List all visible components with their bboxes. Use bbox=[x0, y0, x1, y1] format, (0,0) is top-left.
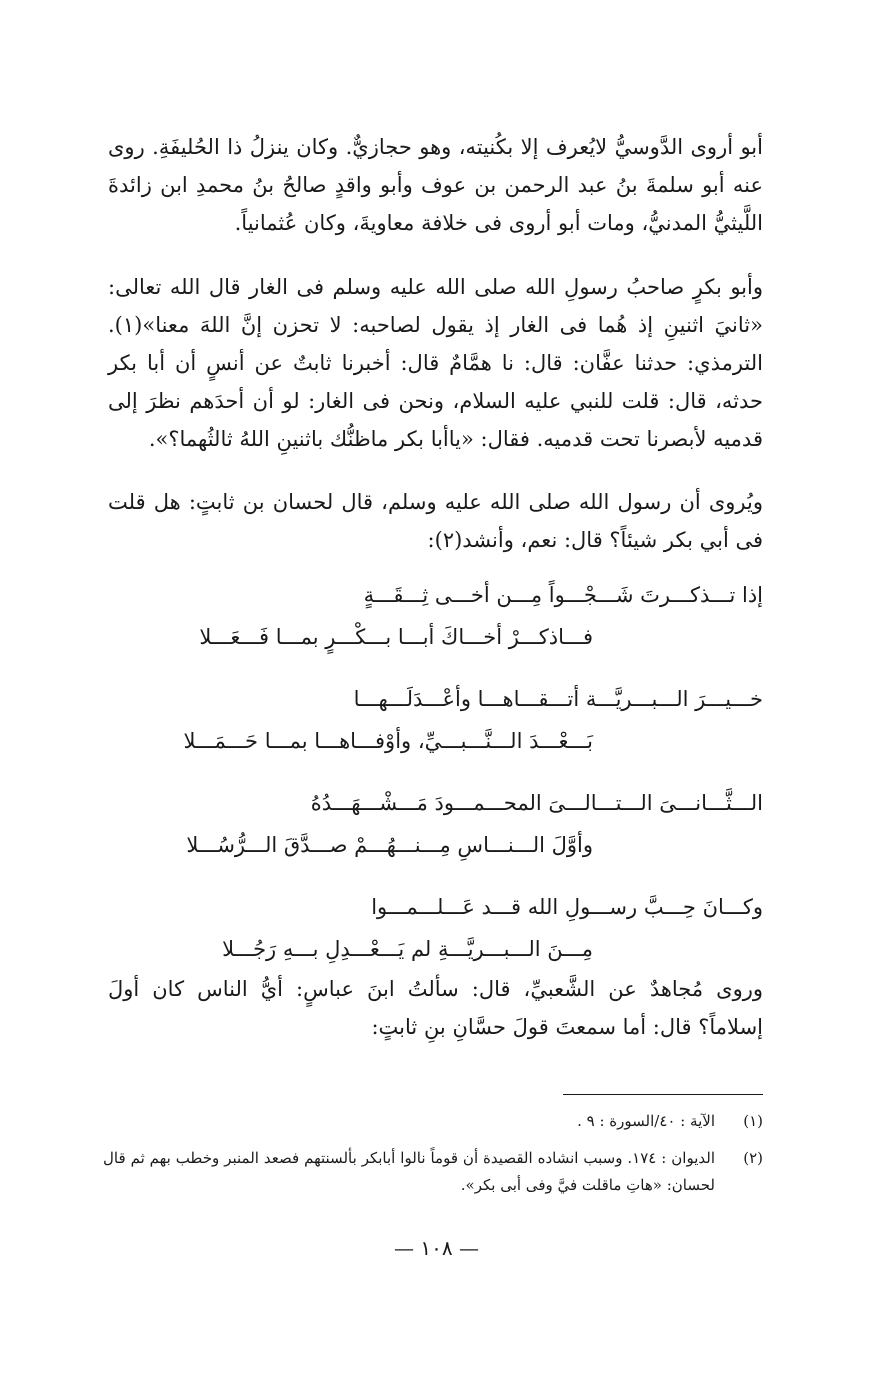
verse-first-hemistich: وكـــانَ حِـــبَّ رســـولِ الله قـــد عَـــلـــمـــوا bbox=[371, 895, 763, 919]
paragraph-text: ويُروى أن رسول الله صلى الله عليه وسلم، قال لحسان بن ثابتٍ: هل قلت فى أبي بكر شيئاً؟ قال: نعم، وأنشد(٢): bbox=[108, 490, 763, 552]
poem-stanza bbox=[108, 782, 763, 866]
verse-second-hemistich: وأوَّلَ الـــنـــاسِ مِـــنـــهُـــمْ صـــدَّقَ الـــرُّسُـــلا bbox=[186, 833, 593, 857]
footnote-number: (١) bbox=[743, 1112, 763, 1130]
paragraph-abu-arwa bbox=[108, 128, 763, 242]
verse-first-hemistich: خـــيـــرَ الـــبـــريَّـــة أتـــقـــاهـــا وأعْـــدَلَـــهـــا bbox=[353, 687, 763, 711]
paragraph-abu-bakr bbox=[108, 268, 763, 458]
poem-stanza bbox=[108, 574, 763, 658]
paragraph-text: وأبو بكرٍ صاحبُ رسولِ الله صلى الله عليه وسلم فى الغار قال الله تعالى: «ثانيَ اثنينِ إذ هُما فى الغار إذ يقول لصاحبه: لا تحزن إنَّ اللهَ معنا»(١). الترمذي: حدثنا عفَّان: قال: نا همَّامٌ قال: أخبرنا ثابتٌ عن أنسٍ أن أبا بكر حدثه، قال: قلت للنبي عليه السلام، ونحن فى الغار: لو أن أحدَهم نظرَ إلى قدميه لأبصرنا تحت قدميه. فقال: «ياأبا بكر ماظنُّك باثنينِ اللهُ ثالثُهما؟». bbox=[108, 275, 763, 451]
verse-second-hemistich: بَـــعْـــدَ الـــنَّـــبـــيِّ، وأوْفـــاهـــا بمـــا حَـــمَـــلا bbox=[183, 729, 593, 753]
footnotes bbox=[103, 1108, 763, 1209]
footnote-divider bbox=[563, 1094, 763, 1095]
poem-stanza bbox=[108, 886, 763, 970]
verse-second-hemistich: فـــاذكـــرْ أخـــاكَ أبـــا بـــكْـــرٍ بمـــا فَـــعَـــلا bbox=[199, 625, 593, 649]
poem bbox=[108, 574, 763, 990]
paragraph-hassan bbox=[108, 483, 763, 559]
footnote bbox=[103, 1145, 763, 1199]
footnote-number: (٢) bbox=[743, 1149, 763, 1167]
paragraph-mujahid bbox=[108, 970, 763, 1046]
verse-second-hemistich: مِـــنَ الـــبـــريَّـــةِ لم يَـــعْـــدِلِ بـــهِ رَجُـــلا bbox=[222, 937, 593, 961]
paragraph-text: أبو أروى الدَّوسيُّ لايُعرف إلا بكُنيته، وهو حجازيٌّ. وكان ينزلُ ذا الحُليفَةِ. روى عنه أبو سلمةَ بنُ عبد الرحمن بن عوف وأبو واقدٍ صالحُ بنُ محمدِ ابن زائدةَ اللَّيثيُّ المدنيُّ، ومات أبو أروى فى خلافة معاويةَ، وكان عُثمانياً. bbox=[108, 135, 763, 235]
footnote-text: الآية : ٤٠/السورة : ٩ . bbox=[577, 1112, 715, 1130]
paragraph-text: وروى مُجاهدٌ عن الشَّعبيِّ، قال: سألتُ ابنَ عباسٍ: أيُّ الناس كان أولَ إسلاماً؟ قال: أما سمعتَ قولَ حسَّانِ بنِ ثابتٍ: bbox=[108, 977, 763, 1039]
verse-first-hemistich: الـــثَّـــانـــىَ الـــتـــالـــىَ المحـــمـــودَ مَـــشْـــهَـــدُهُ bbox=[310, 791, 763, 815]
footnote-text: الديوان : ١٧٤. وسبب انشاده القصيدة أن قوماً نالوا أبابكر بألسنتهم فصعد المنبر وخطب بهم ثم قال لحسان: «هاتِ ماقلت فيَّ وفى أبى بكر». bbox=[103, 1149, 715, 1194]
poem-stanza bbox=[108, 678, 763, 762]
page-number: — ١٠٨ — bbox=[394, 1236, 479, 1260]
footnote bbox=[103, 1108, 763, 1135]
verse-first-hemistich: إذا تـــذكـــرتَ شَـــجْـــواً مِـــن أخـــى ثِـــقَـــةٍ bbox=[363, 583, 763, 607]
